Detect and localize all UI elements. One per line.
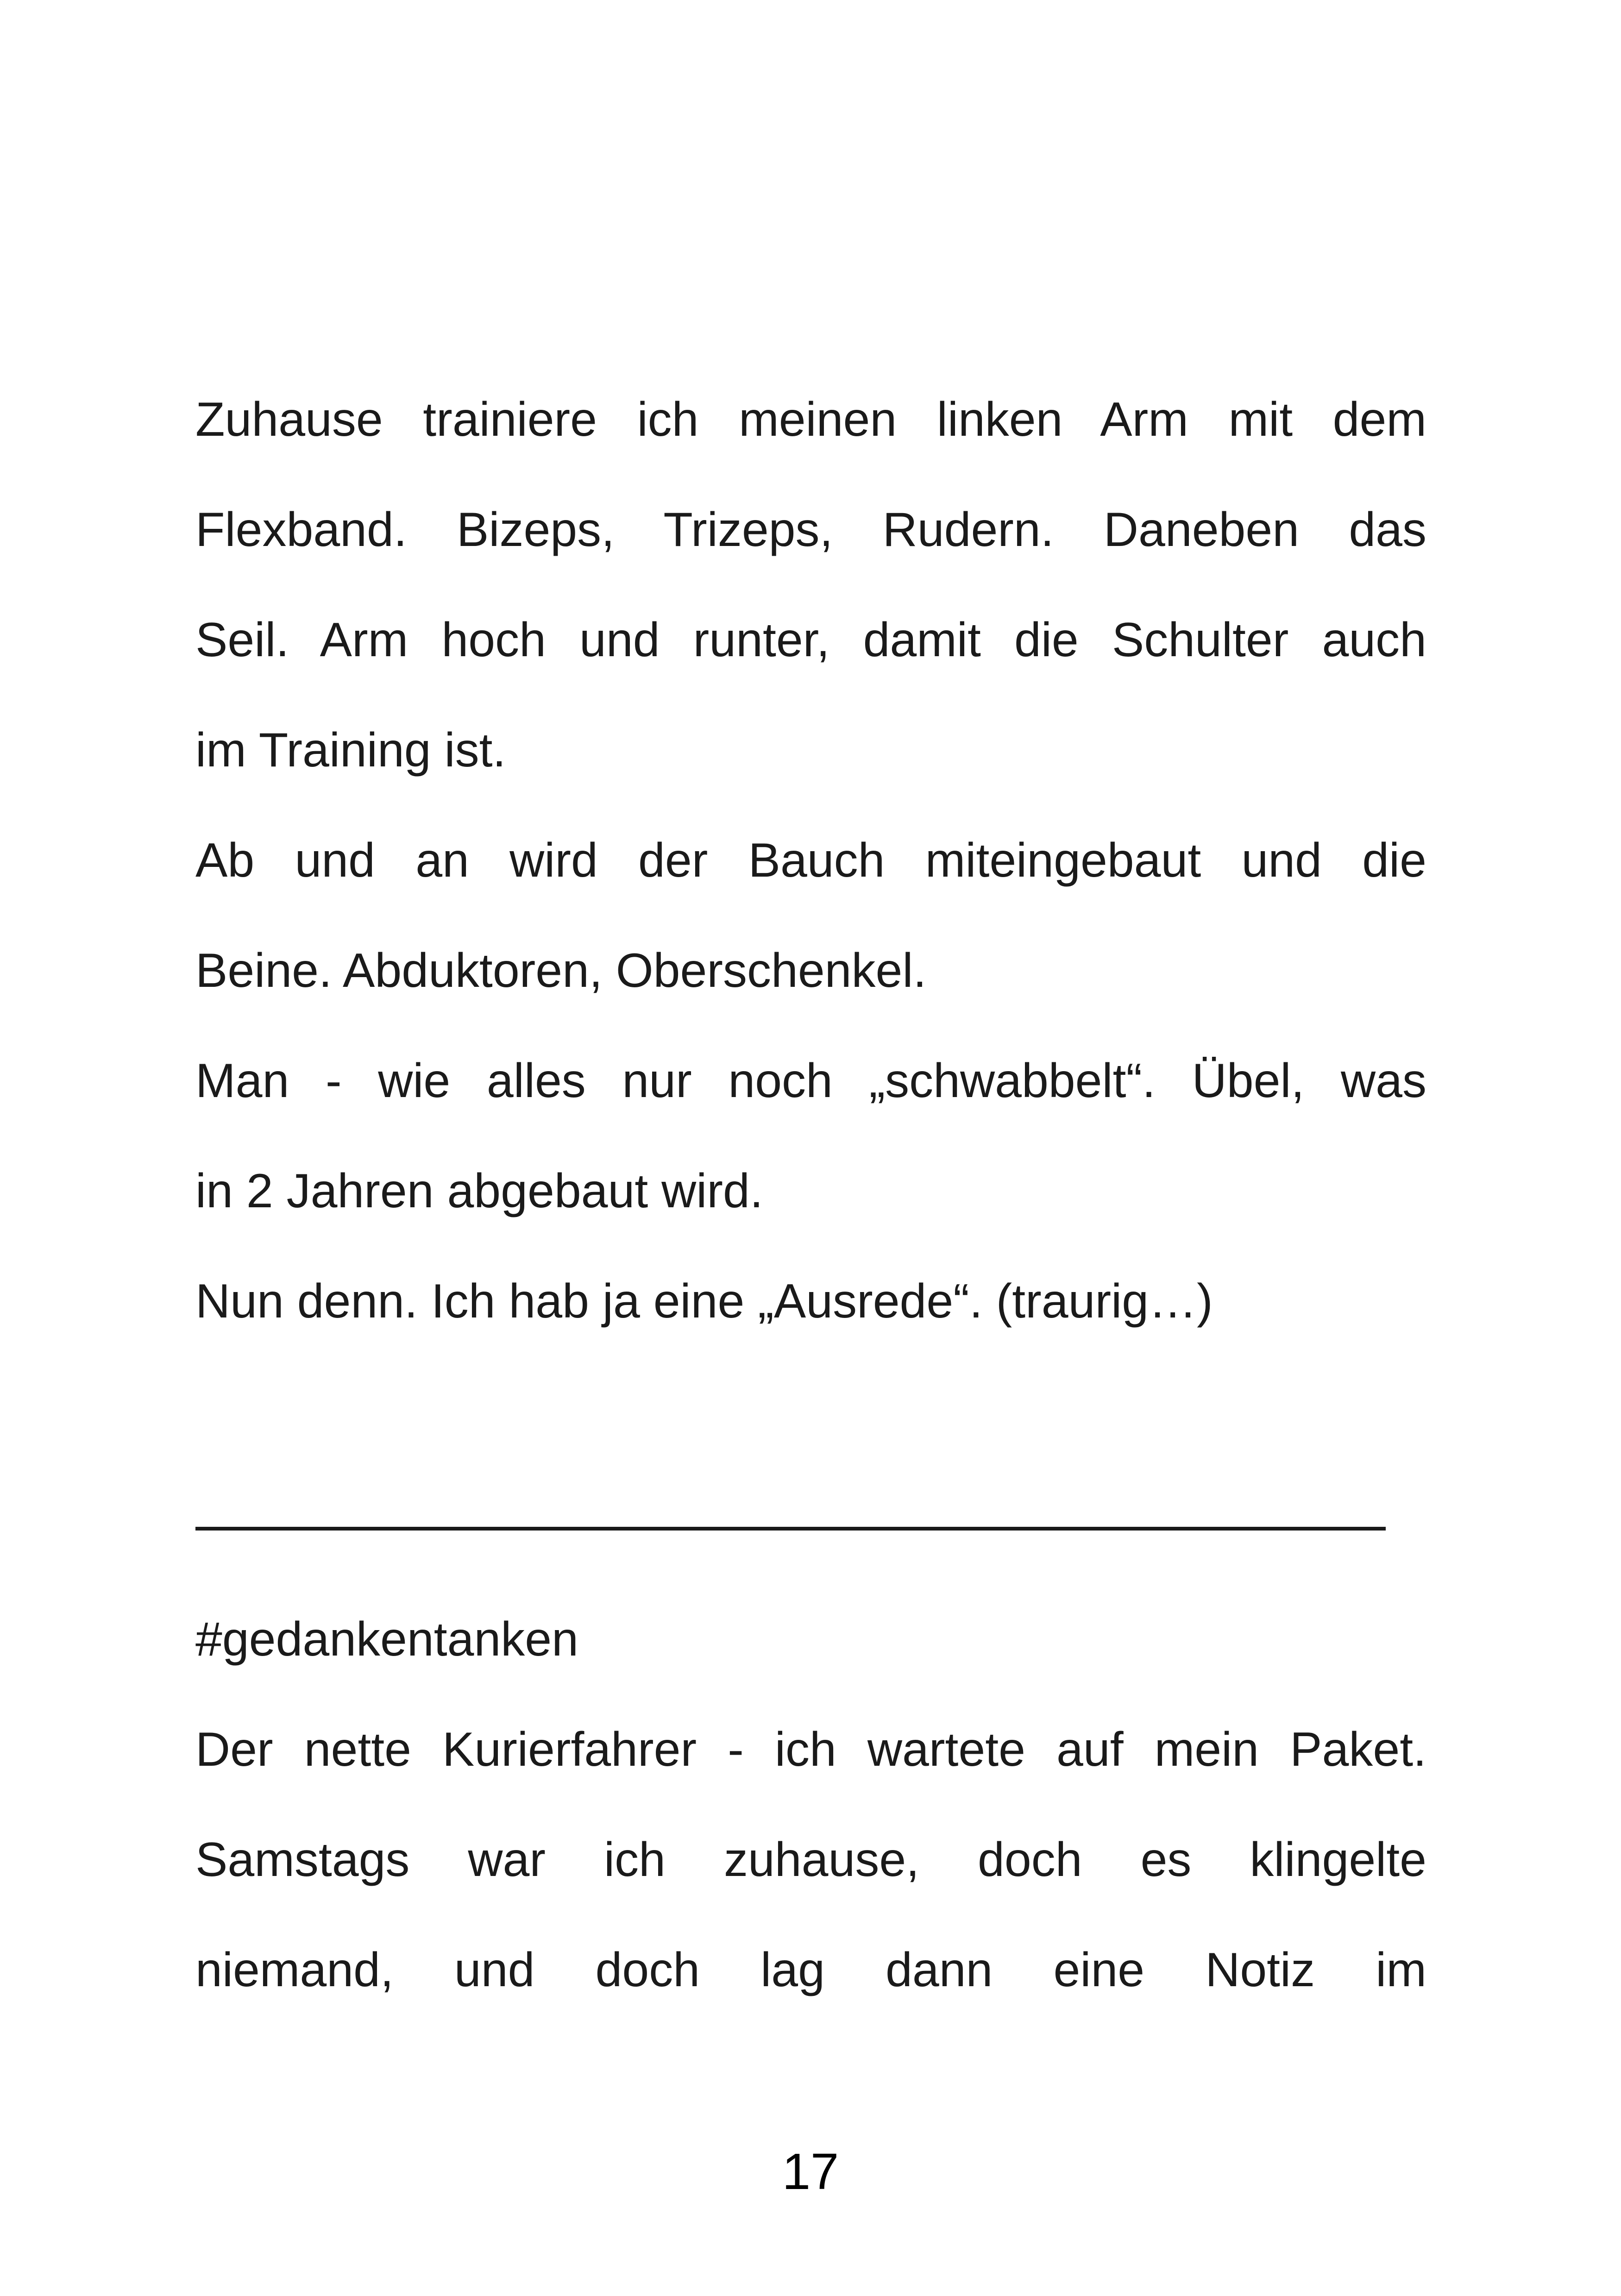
text-line-12: niemand, und doch lag dann eine Notiz im: [195, 1943, 1426, 1997]
text-line-2: Flexband. Bizeps, Trizeps, Rudern. Daneben das: [195, 503, 1426, 557]
text-line-3: Seil. Arm hoch und runter, damit die Schulter auch: [195, 613, 1426, 667]
text-line-1: Zuhause trainiere ich meinen linken Arm mit dem: [195, 393, 1426, 446]
text-line-10: Der nette Kurierfahrer - ich wartete auf mein Paket.: [195, 1723, 1426, 1776]
bottom-section: [195, 1584, 1426, 2025]
text-line-8: in 2 Jahren abgebaut wird.: [195, 1164, 763, 1218]
text-line-11: Samstags war ich zuhause, doch es klingelte: [195, 1833, 1426, 1887]
text-line-9: Nun denn. Ich hab ja eine „Ausrede“. (traurig…): [195, 1274, 1213, 1328]
text-line-6: Beine. Abduktoren, Oberschenkel.: [195, 944, 927, 997]
text-line-5: Ab und an wird der Bauch miteingebaut und die: [195, 834, 1426, 887]
top-paragraph: [195, 364, 1426, 1356]
horizontal-divider: [195, 1527, 1386, 1531]
text-line-4: im Training ist.: [195, 723, 506, 777]
hashtag-heading: #gedankentanken: [195, 1612, 578, 1666]
page-number: 17: [782, 2143, 839, 2200]
text-line-7: Man - wie alles nur noch „schwabbelt“. Übel, was: [195, 1054, 1426, 1108]
